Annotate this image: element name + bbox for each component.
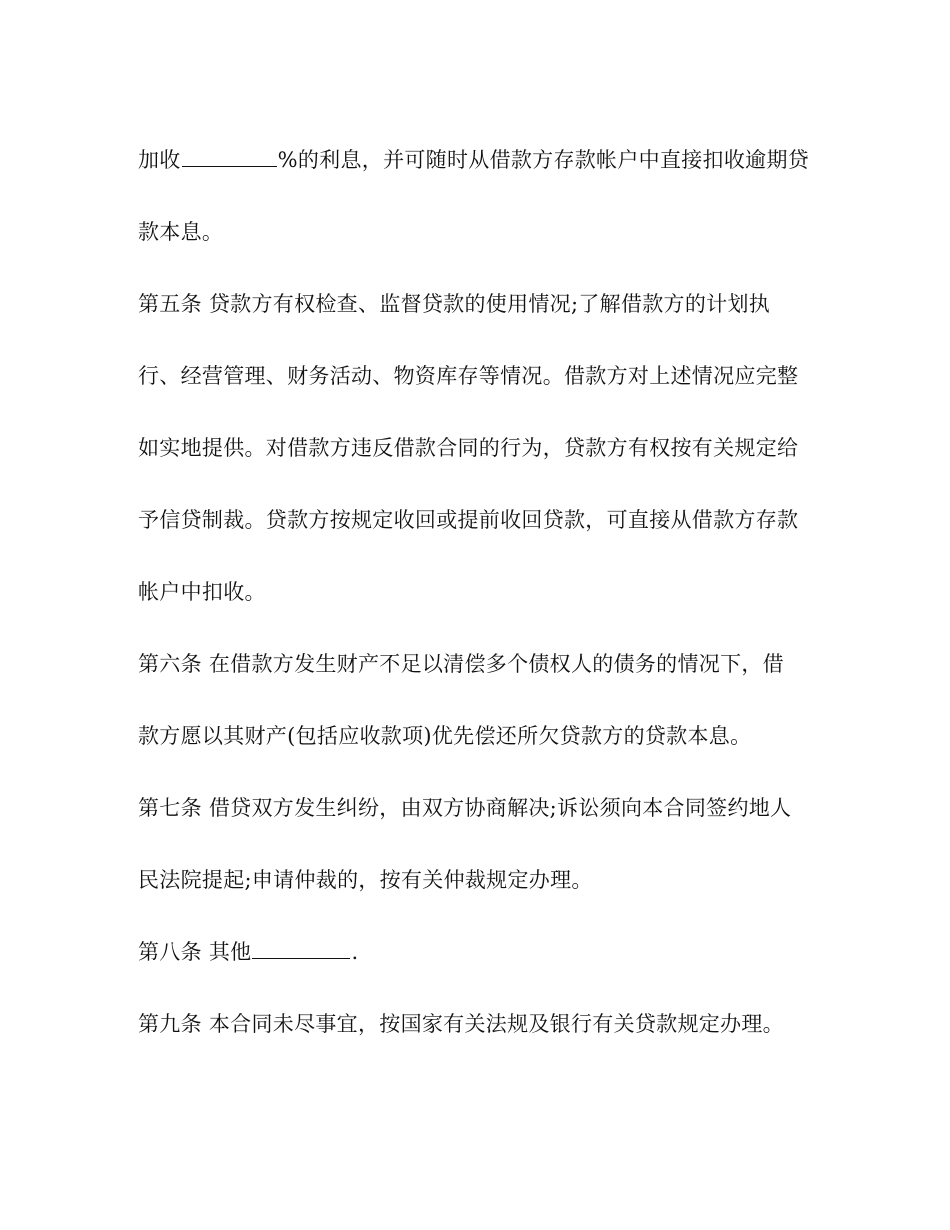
text-line: 予信贷制裁。贷款方按规定收回或提前收回贷款，可直接从借款方存款: [138, 508, 799, 532]
blank-rate-field: [182, 144, 277, 167]
text-line: 民法院提起;申请仲裁的，按有关仲裁规定办理。: [138, 868, 593, 892]
text-line: 行、经营管理、财务活动、物资库存等情况。借款方对上述情况应完整: [138, 364, 799, 388]
text-line-interest: [138, 140, 828, 212]
line-text-before-blank: 加收: [138, 148, 181, 172]
blank-other-field: [252, 936, 350, 959]
line-text-after-blank: .: [351, 940, 359, 964]
text-line: 如实地提供。对借款方违反借款合同的行为，贷款方有权按有关规定给: [138, 436, 799, 460]
text-line: 款本息。: [138, 220, 224, 244]
line-text-after-blank: %的利息，并可随时从借款方存款帐户中直接扣收逾期贷: [277, 148, 810, 172]
line-text-before-blank: 第八条 其他: [138, 940, 252, 964]
text-line-article-9: 第九条 本合同未尽事宜，按国家有关法规及银行有关贷款规定办理。: [138, 1012, 784, 1036]
text-line-article-5: 第五条 贷款方有权检查、监督贷款的使用情况;了解借款方的计划执: [138, 292, 771, 316]
text-line-article-6: 第六条 在借款方发生财产不足以清偿多个债权人的债务的情况下，借: [138, 652, 784, 676]
text-line-article-7: 第七条 借贷双方发生纠纷，由双方协商解决;诉讼须向本合同签约地人: [138, 796, 792, 820]
text-line: 款方愿以其财产(包括应收款项)优先偿还所欠贷款方的贷款本息。: [138, 724, 752, 748]
text-line-article-8: [138, 932, 828, 1004]
contract-text: [138, 140, 828, 1076]
text-line: 帐户中扣收。: [138, 580, 266, 604]
